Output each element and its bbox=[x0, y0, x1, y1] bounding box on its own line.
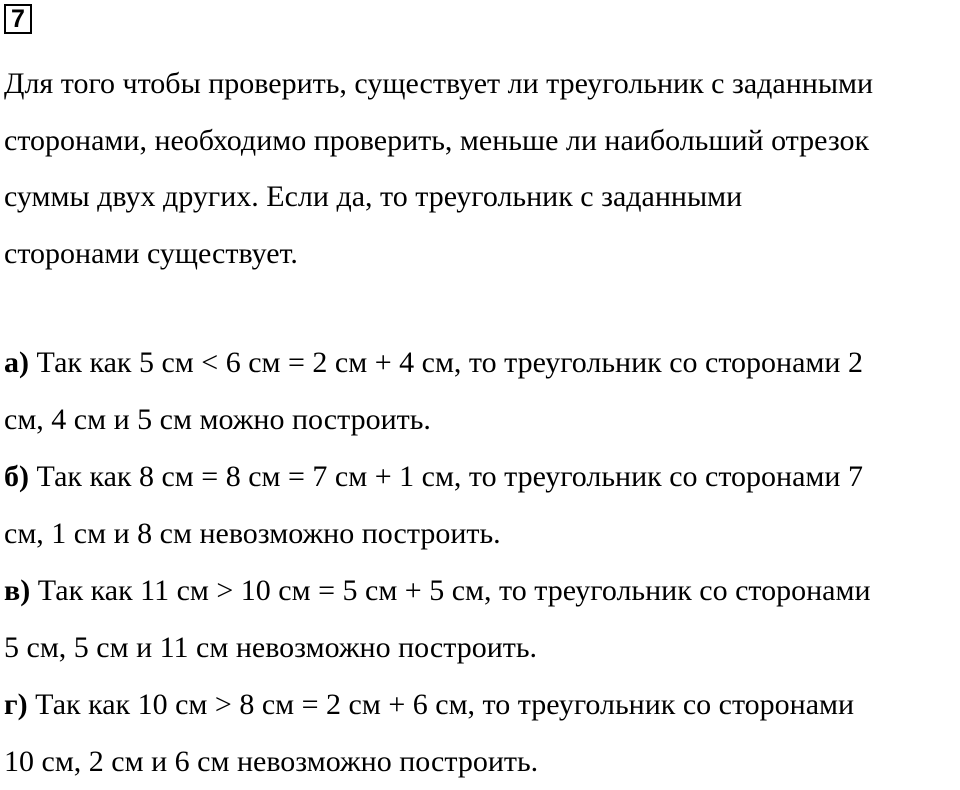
answer-text: 5 см, 5 см и 11 см невозможно построить. bbox=[4, 631, 538, 664]
answer-text: см, 4 см и 5 см можно построить. bbox=[4, 403, 431, 436]
answers-list bbox=[4, 334, 960, 790]
answer-line bbox=[4, 676, 960, 733]
answer-marker: г) bbox=[4, 688, 28, 721]
answer-text: Так как 5 см < 6 см = 2 см + 4 см, то треугольник со сторонами 2 bbox=[29, 346, 863, 379]
answer-text: 10 см, 2 см и 6 см невозможно построить. bbox=[4, 745, 539, 778]
answer-g bbox=[4, 676, 960, 790]
answer-v bbox=[4, 562, 960, 676]
answer-marker: б) bbox=[4, 460, 29, 493]
intro-line: сторонами, необходимо проверить, меньше ли наибольший отрезок bbox=[4, 123, 870, 157]
answer-text: Так как 8 см = 8 см = 7 см + 1 см, то треугольник со сторонами 7 bbox=[29, 460, 863, 493]
task-number-badge bbox=[4, 4, 32, 34]
answer-line bbox=[4, 334, 960, 391]
answer-text: см, 1 см и 8 см невозможно построить. bbox=[4, 517, 501, 550]
answer-text: Так как 10 см > 8 см = 2 см + 6 см, то треугольник со сторонами bbox=[27, 688, 855, 721]
answer-a bbox=[4, 334, 960, 448]
answer-line bbox=[4, 448, 960, 505]
intro-line: сторонами существует. bbox=[4, 236, 298, 270]
answer-line bbox=[4, 562, 960, 619]
task-number: 7 bbox=[11, 4, 25, 33]
answer-b bbox=[4, 448, 960, 562]
intro-paragraph bbox=[4, 56, 960, 282]
intro-line: суммы двух других. Если да, то треугольник с заданными bbox=[4, 180, 743, 213]
answer-marker: а) bbox=[4, 346, 29, 379]
answer-text: Так как 11 см > 10 см = 5 см + 5 см, то треугольник со сторонами bbox=[30, 574, 871, 607]
intro-line: Для того чтобы проверить, существует ли треугольник с заданными bbox=[4, 67, 874, 100]
answer-marker: в) bbox=[4, 574, 31, 607]
